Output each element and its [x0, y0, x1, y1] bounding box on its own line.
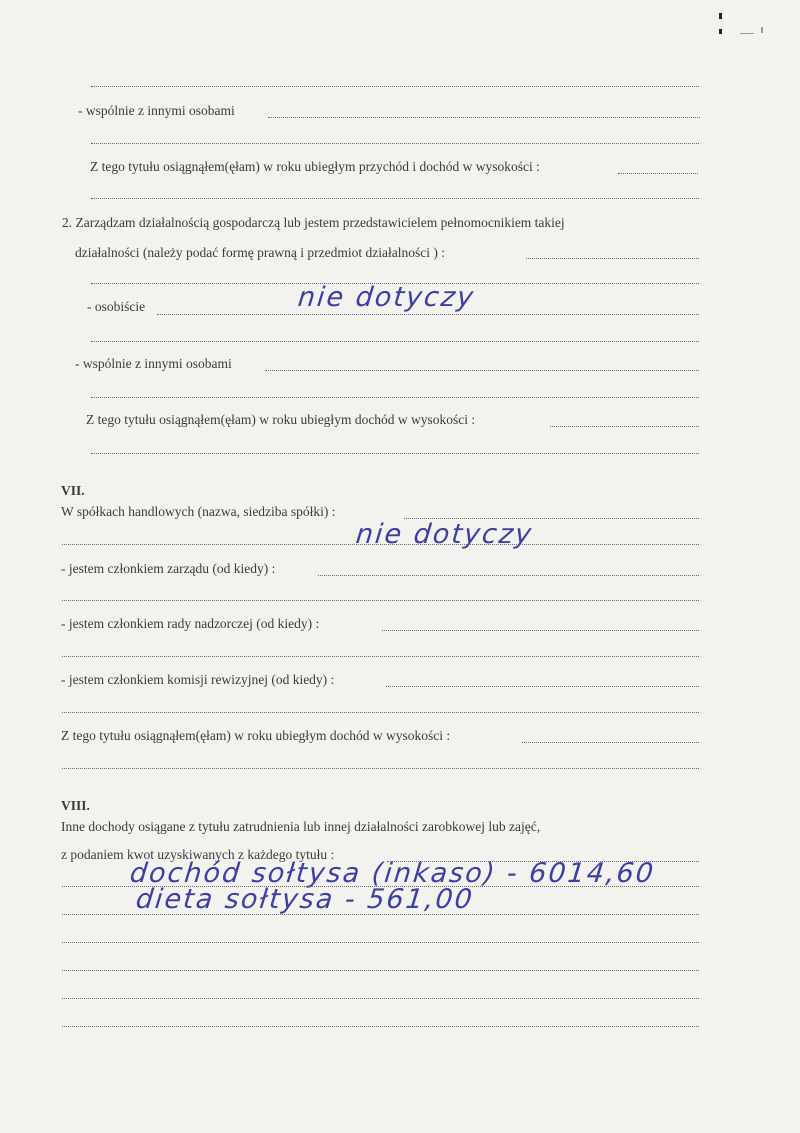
- label: 2. Zarządzam działalnością gospodarczą lub jestem przedstawicielem pełnomocnikiem takiej: [62, 215, 565, 230]
- form-line: [61, 503, 336, 521]
- form-line: [78, 102, 235, 120]
- handwritten-answer: nie dotyczy: [354, 519, 535, 550]
- handwritten-answer: dieta sołtysa - 561,00: [134, 884, 476, 915]
- section-heading: VIII.: [61, 798, 90, 813]
- handwritten-answer: nie dotyczy: [296, 282, 477, 313]
- fill-line: [62, 712, 699, 713]
- fill-line: [157, 314, 699, 315]
- fill-line: [91, 453, 699, 454]
- scan-mark: [761, 27, 763, 33]
- form-line: [86, 411, 475, 429]
- fill-line: [91, 397, 699, 398]
- form-line: [87, 298, 145, 316]
- fill-line: [62, 914, 699, 915]
- label: Z tego tytułu osiągnąłem(ęłam) w roku ubiegłym dochód w wysokości :: [61, 728, 451, 743]
- label: - jestem członkiem komisji rewizyjnej (od kiedy) :: [61, 672, 335, 687]
- fill-line: [62, 768, 699, 769]
- fill-line: [526, 258, 699, 259]
- fill-line: [62, 970, 699, 971]
- fill-line: [62, 942, 699, 943]
- fill-line: [62, 600, 699, 601]
- fill-line: [62, 998, 699, 999]
- label: działalności (należy podać formę prawną i przedmiot działalności ) :: [75, 245, 445, 260]
- fill-line: [91, 198, 699, 199]
- label: - wspólnie z innymi osobami: [75, 356, 232, 371]
- form-line: [61, 615, 319, 633]
- form-line: [62, 214, 565, 232]
- fill-line: [382, 630, 699, 631]
- fill-line: [91, 86, 699, 87]
- form-line: [61, 818, 540, 836]
- scan-mark: [740, 33, 754, 34]
- form-line: [61, 727, 450, 745]
- scan-mark: [719, 13, 722, 19]
- label: Inne dochody osiągane z tytułu zatrudnienia lub innej działalności zarobkowej lub zajęć,: [61, 819, 541, 834]
- fill-line: [265, 370, 699, 371]
- fill-line: [62, 544, 699, 545]
- fill-line: [550, 426, 699, 427]
- fill-line: [62, 1026, 699, 1027]
- form-line: [61, 671, 334, 689]
- label: W spółkach handlowych (nazwa, siedziba spółki) :: [61, 504, 336, 519]
- label: Z tego tytułu osiągnąłem(ęłam) w roku ubiegłym przychód i dochód w wysokości :: [90, 159, 540, 174]
- fill-line: [318, 575, 699, 576]
- fill-line: [268, 117, 700, 118]
- fill-line: [62, 656, 699, 657]
- form-line: [61, 560, 275, 578]
- handwritten-answer: dochód sołtysa (inkaso) - 6014,60: [128, 858, 657, 889]
- fill-line: [91, 143, 699, 144]
- fill-line: [91, 341, 699, 342]
- label: - wspólnie z innymi osobami: [78, 103, 235, 118]
- label: - jestem członkiem rady nadzorczej (od kiedy) :: [61, 616, 320, 631]
- section-heading: VII.: [61, 483, 85, 498]
- form-line: [75, 355, 232, 373]
- scan-mark: [719, 29, 722, 34]
- label: - jestem członkiem zarządu (od kiedy) :: [61, 561, 276, 576]
- label: Z tego tytułu osiągnąłem(ęłam) w roku ubiegłym dochód w wysokości :: [86, 412, 476, 427]
- form-line: [75, 244, 445, 262]
- label: - osobiście: [87, 299, 146, 314]
- fill-line: [522, 742, 699, 743]
- label: z podaniem kwot uzyskiwanych z każdego tytułu :: [61, 847, 335, 862]
- fill-line: [618, 173, 698, 174]
- form-line: [90, 158, 540, 176]
- fill-line: [386, 686, 699, 687]
